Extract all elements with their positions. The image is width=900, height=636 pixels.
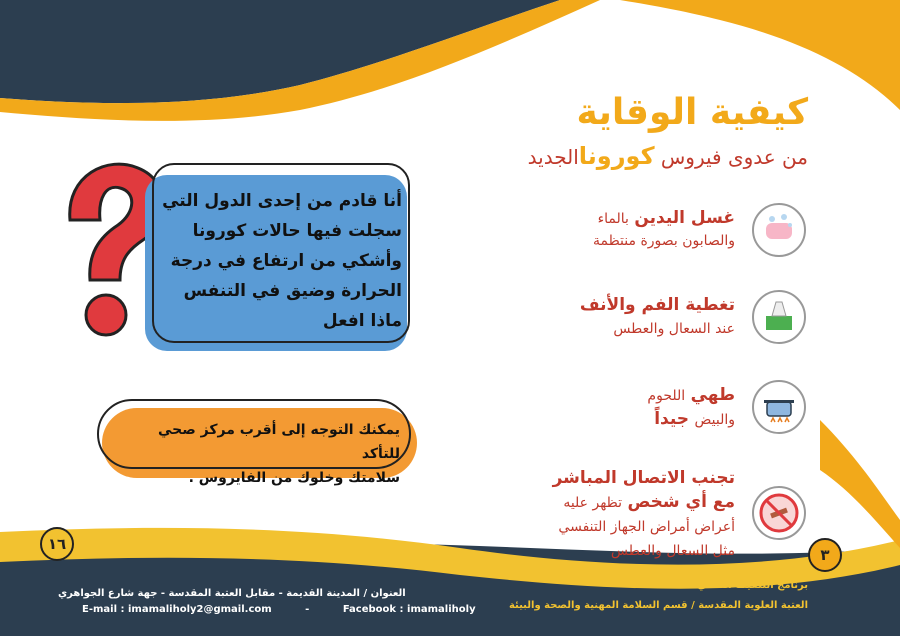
tip-heading: غسل اليدين	[634, 208, 735, 228]
footer-separator: -	[305, 604, 310, 615]
tip-emphasis: جيداً	[654, 409, 690, 429]
tip-detail: والبيض	[694, 412, 735, 428]
tip-heading: تغطية الفم والأنف	[579, 295, 735, 315]
hand-washing-icon	[752, 203, 806, 257]
tip-detail: والصابون بصورة منتظمة	[592, 233, 735, 249]
footer-email: E-mail : imamaliholy2@gmail.com	[82, 604, 272, 615]
page-subtitle	[528, 142, 808, 170]
page-number-left: ١٦	[40, 527, 74, 561]
tip-detail: عند السعال والعطس	[613, 321, 735, 337]
subtitle-prefix: من عدوى فيروس	[660, 145, 808, 169]
tip-avoid-contact	[553, 466, 735, 563]
tip-detail: مثل السعال والعطس	[610, 543, 735, 559]
question-line: الحرارة وضيق في التنفس	[183, 281, 402, 301]
footer-contacts	[82, 604, 476, 615]
tissue-box-icon	[752, 290, 806, 344]
tip-hand-washing	[593, 207, 735, 252]
tip-emphasis: مع أي شخص	[627, 492, 735, 512]
footer-program: برنامج التثقيف الصحي	[697, 580, 808, 591]
page-number-right: ٣	[808, 538, 842, 572]
footer-facebook: Facebook : imamaliholy	[342, 604, 476, 615]
tip-heading: تجنب الاتصال المباشر	[552, 468, 735, 488]
question-line: أنا قادم من إحدى الدول التي	[162, 191, 402, 211]
tip-detail: أعراض أمراض الجهاز التنفسي	[558, 519, 735, 535]
question-line: ماذا افعل	[322, 311, 402, 331]
page-title: كيفية الوقاية	[576, 92, 808, 133]
no-contact-icon	[752, 486, 806, 540]
question-line: سجلت فيها حالات كورونا	[192, 221, 402, 241]
tip-inline: اللحوم	[647, 388, 686, 404]
footer-address: العنوان / المدينة القديمة - مقابل العتبة المقدسة - جهة شارع الجواهري	[58, 588, 406, 599]
answer-text	[115, 418, 400, 490]
subtitle-suffix: الجديد	[527, 145, 579, 169]
question-line: وأشكي من ارتفاع في درجة	[170, 251, 402, 271]
tip-heading: طهي	[690, 385, 735, 405]
tip-cook-food	[647, 384, 735, 432]
cooking-pot-icon	[752, 380, 806, 434]
answer-line: سلامتك وخلوك من الفايروس .	[188, 470, 400, 486]
subtitle-highlight: كورونا	[578, 142, 655, 170]
tip-detail: تظهر عليه	[563, 495, 623, 511]
tip-inline: بالماء	[597, 211, 629, 227]
footer-department: العتبة العلوية المقدسة / قسم السلامة المهنية والصحة والبيئة	[508, 600, 808, 611]
answer-line: يمكنك التوجه إلى أقرب مركز صحي للتأكد	[157, 422, 400, 462]
tip-cover-mouth	[580, 294, 735, 342]
question-text	[150, 186, 402, 336]
